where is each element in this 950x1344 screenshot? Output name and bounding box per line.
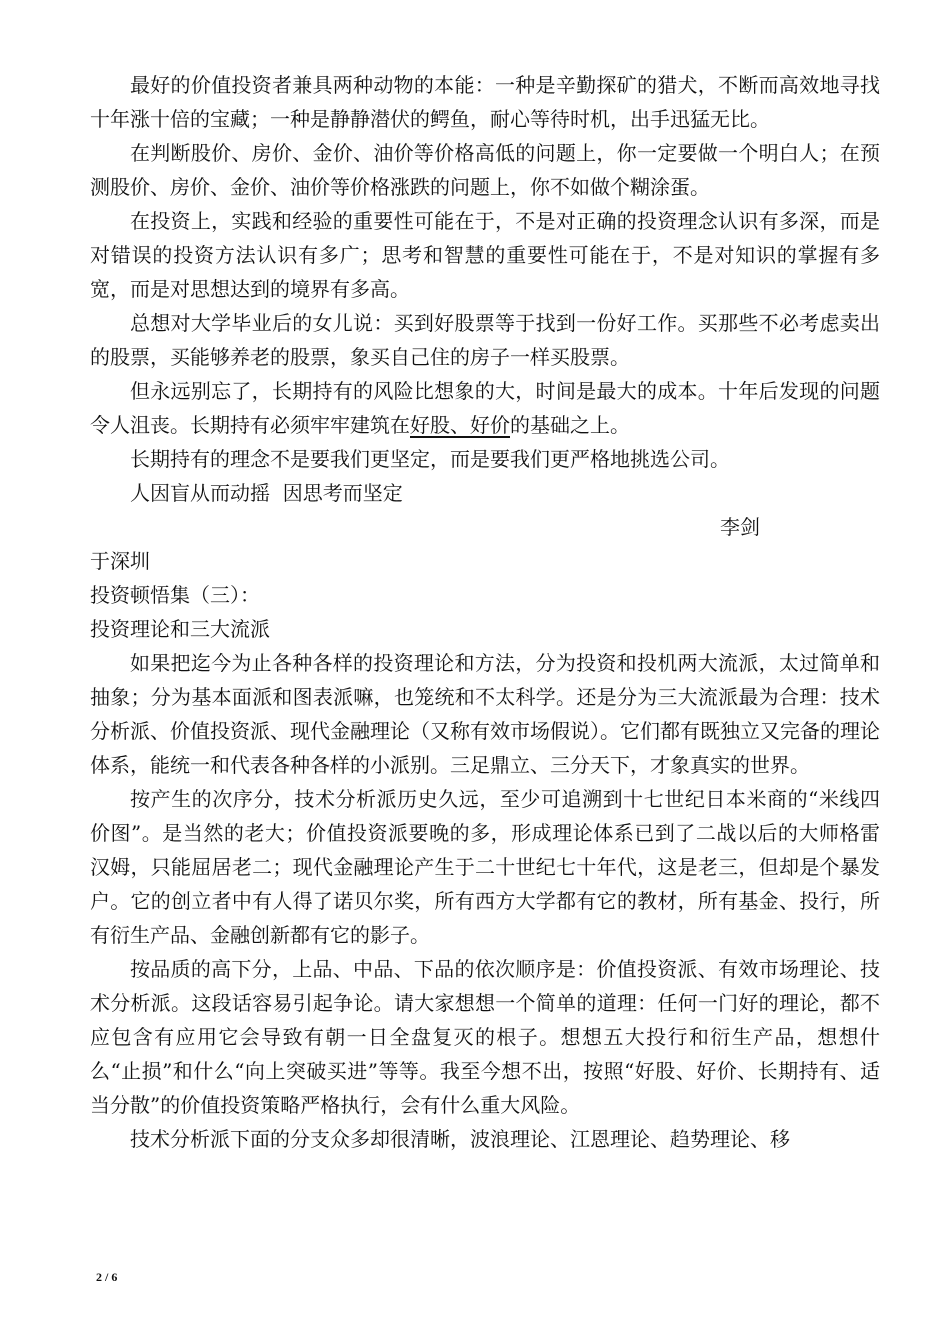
body-paragraph-1: 如果把迄今为止各种各样的投资理论和方法，分为投资和投机两大流派，太过简单和抽象；分为基本面派和图表派嘛，也笼统和不太科学。还是分为三大流派最为合理：技术分析派、价值投资派、现代金融理论（又称有效市场假说）。它们都有既独立又完备的理论体系，能统一和代表各种各样的小派别。三足鼎立、三分天下，才象真实的世界。 [90,651,880,777]
paragraph-4: 总想对大学毕业后的女儿说：买到好股票等于找到一份好工作。买那些不必考虑卖出的股票，买能够养老的股票，象买自己住的房子一样买股票。 [90,311,880,369]
body-paragraph-4: 技术分析派下面的分支众多却很清晰，波浪理论、江恩理论、趋势理论、移 [130,1127,790,1151]
paragraph-3: 在投资上，实践和经验的重要性可能在于，不是对正确的投资理念认识有多深，而是对错误的投资方法认识有多广；思考和智慧的重要性可能在于，不是对知识的掌握有多宽，而是对思想达到的境界有多高。 [90,209,880,301]
paragraph-2: 在判断股价、房价、金价、油价等价格高低的问题上，你一定要做一个明白人；在预测股价、房价、金价、油价等价格涨跌的问题上，你不如做个糊涂蛋。 [90,141,880,199]
paragraph-7: 人因盲从而动摇 因思考而坚定 [130,481,403,505]
paragraph-5 [90,374,880,442]
paragraph-6: 长期持有的理念不是要我们更坚定，而是要我们更严格地挑选公司。 [130,447,730,471]
body-paragraph-2: 按产生的次序分，技术分析派历史久远，至少可追溯到十七世纪日本米商的“米线四价图”。是当然的老大；价值投资派要晚的多，形成理论体系已到了二战以后的大师格雷汉姆，只能屈居老二；现代金融理论产生于二十世纪七十年代，这是老三，但却是个暴发户。它的创立者中有人得了诺贝尔奖，所有西方大学都有它的教材，所有基金、投行，所有衍生产品、金融创新都有它的影子。 [90,787,880,947]
signature-place: 于深圳 [90,549,150,573]
section-title: 投资顿悟集（三）： [90,583,260,607]
body-paragraph-3: 按品质的高下分，上品、中品、下品的依次顺序是：价值投资派、有效市场理论、技术分析派。这段话容易引起争论。请大家想想一个简单的道理：任何一门好的理论，都不应包含有应用它会导致有朝一日全盘复灭的根子。想想五大投行和衍生产品，想想什么“止损”和什么“向上突破买进”等等。我至今想不出，按照“好股、好价、长期持有、适当分散”的价值投资策略严格执行，会有什么重大风险。 [90,957,880,1117]
paragraph-5-text-start: 但永远别忘了，长期持有的风险比想象的大，时间是最大的成本。十年后发现的问题令人沮丧。长期持有必须牢牢建筑在 [90,379,880,437]
paragraph-1: 最好的价值投资者兼具两种动物的本能：一种是辛勤探矿的猎犬，不断而高效地寻找十年涨十倍的宝藏；一种是静静潜伏的鳄鱼，耐心等待时机，出手迅猛无比。 [90,73,880,131]
section-subtitle: 投资理论和三大流派 [90,617,270,641]
signature-name: 李剑 [720,515,760,539]
document-body [90,68,880,1156]
underlined-phrase: 好股、好价 [410,413,510,437]
page-number: 2 / 6 [96,1270,118,1284]
paragraph-5-text-end: 的基础之上。 [510,413,630,437]
